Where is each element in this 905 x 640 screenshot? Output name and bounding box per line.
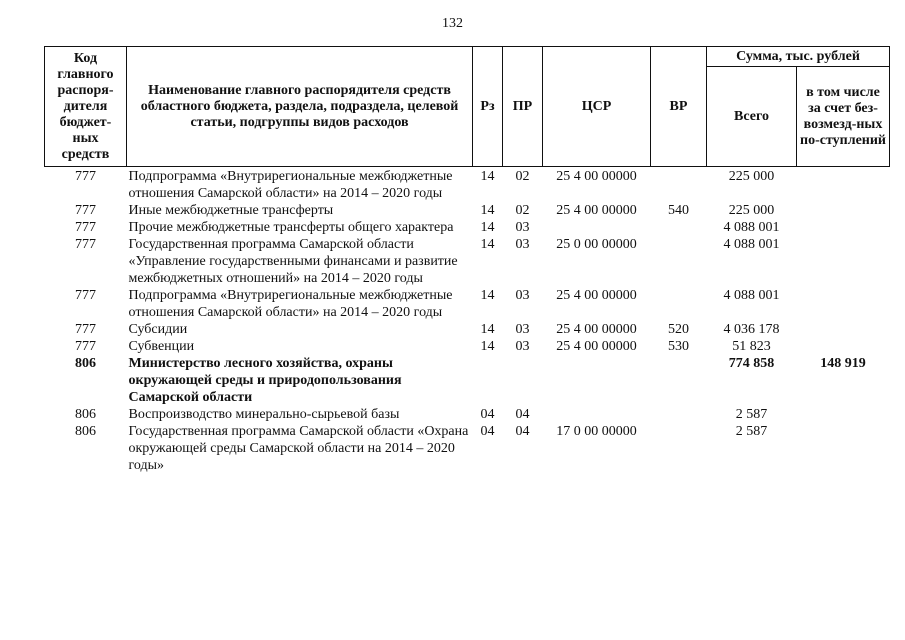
cell-rz: 04 xyxy=(480,407,495,422)
cell-total: 225 000 xyxy=(728,203,775,218)
cell-total: 4 036 178 xyxy=(723,322,780,337)
table-row xyxy=(45,202,890,219)
cell-rz: 04 xyxy=(480,424,495,439)
header-pr: ПР xyxy=(503,47,543,167)
cell-total: 4 088 001 xyxy=(723,237,780,252)
cell-pr: 04 xyxy=(515,424,530,439)
cell-vr xyxy=(651,167,707,203)
table-row xyxy=(45,406,890,423)
cell-name: Министерство лесного хозяйства, охраны окружающей среды и природопользования Самарской области xyxy=(128,356,402,405)
budget-table xyxy=(44,46,890,474)
cell-incl xyxy=(797,219,890,236)
cell-vr: 520 xyxy=(668,322,689,337)
cell-code: 777 xyxy=(75,339,96,354)
cell-csr xyxy=(543,219,651,236)
cell-csr: 25 4 00 00000 xyxy=(556,322,637,337)
cell-total: 2 587 xyxy=(735,424,768,439)
cell-code: 777 xyxy=(75,237,96,252)
cell-code: 806 xyxy=(75,356,96,371)
cell-vr xyxy=(651,423,707,474)
cell-csr: 25 4 00 00000 xyxy=(556,288,637,303)
table-body xyxy=(45,167,890,475)
cell-name: Государственная программа Самарской области «Управление государственными финансами и развитие межбюджетных отношений» на 2014 – 2020 годы xyxy=(128,237,458,286)
cell-rz: 14 xyxy=(480,322,495,337)
cell-pr: 02 xyxy=(515,203,530,218)
table-row xyxy=(45,236,890,287)
cell-incl xyxy=(797,167,890,203)
cell-rz: 14 xyxy=(480,220,495,235)
cell-pr: 03 xyxy=(515,220,530,235)
cell-total: 2 587 xyxy=(735,407,768,422)
cell-code: 777 xyxy=(75,220,96,235)
table-row xyxy=(45,219,890,236)
header-vr: ВР xyxy=(651,47,707,167)
cell-code: 777 xyxy=(75,288,96,303)
cell-csr: 25 4 00 00000 xyxy=(556,203,637,218)
cell-incl xyxy=(797,321,890,338)
cell-vr xyxy=(651,355,707,406)
header-sum: Сумма, тыс. рублей xyxy=(707,47,890,67)
cell-code: 777 xyxy=(75,322,96,337)
cell-name: Подпрограмма «Внутрирегиональные межбюджетные отношения Самарской области» на 2014 – 2020 годы xyxy=(128,288,453,320)
cell-incl xyxy=(797,423,890,474)
cell-vr xyxy=(651,287,707,321)
cell-pr xyxy=(503,355,543,406)
cell-code: 777 xyxy=(75,203,96,218)
cell-pr: 04 xyxy=(515,407,530,422)
cell-incl xyxy=(797,236,890,287)
table-header xyxy=(45,47,890,167)
cell-incl xyxy=(797,406,890,423)
table-row xyxy=(45,338,890,355)
cell-total: 774 858 xyxy=(728,356,775,371)
page-number: 132 xyxy=(442,16,463,31)
header-incl: в том числе за счет без-возмезд-ных по-ступлений xyxy=(797,67,890,167)
cell-code: 806 xyxy=(75,424,96,439)
cell-vr: 530 xyxy=(668,339,689,354)
header-code: Код главного распоря-дителя бюджет-ных средств xyxy=(45,47,127,167)
cell-csr: 17 0 00 00000 xyxy=(556,424,637,439)
table-row xyxy=(45,287,890,321)
cell-name: Прочие межбюджетные трансферты общего характера xyxy=(128,220,454,235)
cell-name: Воспроизводство минерально-сырьевой базы xyxy=(128,407,400,422)
cell-name: Субвенции xyxy=(128,339,195,354)
cell-pr: 03 xyxy=(515,339,530,354)
cell-total: 225 000 xyxy=(728,169,775,184)
cell-name: Подпрограмма «Внутрирегиональные межбюджетные отношения Самарской области» на 2014 – 2020 годы xyxy=(128,169,453,201)
cell-total: 4 088 001 xyxy=(723,220,780,235)
table-row xyxy=(45,423,890,474)
cell-csr xyxy=(543,406,651,423)
cell-total: 4 088 001 xyxy=(723,288,780,303)
cell-rz xyxy=(473,355,503,406)
header-total: Всего xyxy=(707,67,797,167)
cell-rz: 14 xyxy=(480,203,495,218)
header-rz: Рз xyxy=(473,47,503,167)
cell-code: 806 xyxy=(75,407,96,422)
table-row xyxy=(45,167,890,203)
cell-rz: 14 xyxy=(480,237,495,252)
header-name: Наименование главного распорядителя средств областного бюджета, раздела, подраздела, целевой статьи, подгруппы видов расходов xyxy=(127,47,473,167)
table-row xyxy=(45,355,890,406)
cell-rz: 14 xyxy=(480,339,495,354)
cell-incl: 148 919 xyxy=(820,356,866,371)
cell-total: 51 823 xyxy=(732,339,771,354)
cell-pr: 03 xyxy=(515,322,530,337)
header-csr: ЦСР xyxy=(543,47,651,167)
cell-rz: 14 xyxy=(480,288,495,303)
cell-vr xyxy=(651,236,707,287)
cell-vr xyxy=(651,219,707,236)
cell-incl xyxy=(797,338,890,355)
cell-csr: 25 0 00 00000 xyxy=(556,237,637,252)
cell-incl xyxy=(797,202,890,219)
cell-name: Субсидии xyxy=(128,322,188,337)
cell-vr xyxy=(651,406,707,423)
cell-pr: 03 xyxy=(515,237,530,252)
cell-csr: 25 4 00 00000 xyxy=(556,339,637,354)
table-row xyxy=(45,321,890,338)
cell-csr: 25 4 00 00000 xyxy=(556,169,637,184)
cell-pr: 03 xyxy=(515,288,530,303)
cell-incl xyxy=(797,287,890,321)
cell-vr: 540 xyxy=(668,203,689,218)
cell-code: 777 xyxy=(75,169,96,184)
cell-name: Иные межбюджетные трансферты xyxy=(128,203,334,218)
cell-csr xyxy=(543,355,651,406)
cell-rz: 14 xyxy=(480,169,495,184)
cell-name: Государственная программа Самарской области «Охрана окружающей среды Самарской области на 2014 – 2020 годы» xyxy=(128,424,469,473)
cell-pr: 02 xyxy=(515,169,530,184)
